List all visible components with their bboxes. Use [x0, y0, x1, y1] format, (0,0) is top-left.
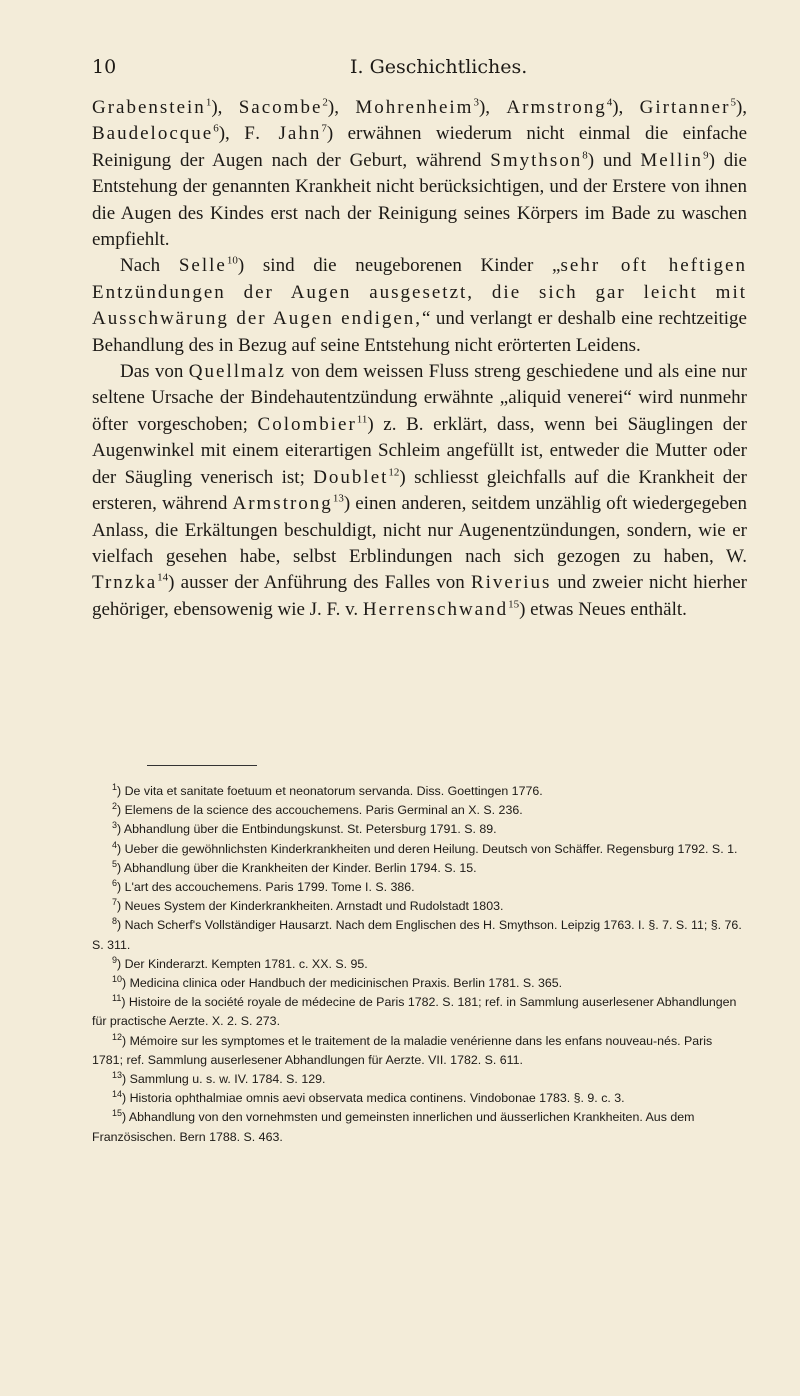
page-header: [92, 56, 742, 86]
footnote-number: 10: [112, 973, 123, 984]
text-run: ) ausser der Anführung des Falles von: [168, 572, 471, 594]
footnote-text: De vita et sanitate foetuum et neonatorum servanda. Diss. Goettingen 1776.: [124, 784, 543, 798]
footnote: $^{15}$) Abhandlung von den vornehmsten und gemeinsten innerlichen und äusserlichen Krankheiten. Aus dem Französischen. Bern 1788. S. 463.: [92, 1108, 695, 1144]
paragraph: [92, 95, 747, 253]
footnote-number: 12: [112, 1031, 123, 1042]
text-run: ),: [735, 97, 748, 118]
spaced-name: Herrenschwand: [362, 598, 509, 620]
footnote-ref: 2: [322, 96, 328, 109]
spaced-name: Baudelocque: [92, 123, 214, 145]
footnote-text: L'art des accouchemens. Paris 1799. Tome I. S. 386.: [124, 880, 415, 895]
spaced-name: sehr oft heftigen Entzündungen der Augen ausgesetzt, die sich gar leicht mit Ausschwärung der Augen endigen,: [92, 255, 747, 330]
footnote-ref: 1: [205, 96, 212, 109]
spaced-name: Smythson: [490, 149, 583, 171]
footnote-text: Histoire de la société royale de médecine de Paris 1782. S. 181; ref. in Sammlung auserlesener Abhandlungen für practische Aerzte. X. 2. S. 273.: [92, 995, 737, 1029]
spaced-name: Armstrong: [232, 493, 333, 515]
footnote: $^7$) Neues System der Kinderkrankheiten. Arnstadt und Rudolstadt 1803.: [112, 897, 504, 914]
text-run: Nach: [120, 255, 179, 277]
footnote-text: Mémoire sur les symptomes et le traitement de la maladie venérienne dans les enfans nouveau-nés. Paris 1781; ref. Sammlung auserlesener Abhandlungen für Aerzte. VII. 1782. S. 611.: [92, 1033, 713, 1067]
text-run: “ und verlangt er deshalb eine rechtzeitige Behandlung des in Bezug auf seine Entstehung nicht erörterten Leidens.: [92, 308, 747, 356]
footnote-ref: 3: [473, 96, 479, 109]
footnote: $^{12}$) Mémoire sur les symptomes et le traitement de la maladie venérienne dans les enfans nouveau-nés. Paris 1781; ref. Sammlung auserlesener Abhandlungen für Aerzte. VII. 1782. S. 611.: [92, 1031, 713, 1067]
text-run: ) die Entstehung der genannten Krankheit nicht berücksichtigen, und der Erstere von ihnen die Augen des Kindes erst nach der Reinigung seines Körpers im Bade zu waschen empfiehlt.: [92, 149, 747, 251]
text-run: ),: [612, 97, 640, 118]
footnote-text: Abhandlung von den vornehmsten und gemeinsten innerlichen und äusserlichen Krankheiten. Aus dem Französischen. Bern 1788. S. 463.: [92, 1110, 695, 1144]
footnote-text: Der Kinderarzt. Kempten 1781. c. XX. S. 95.: [124, 956, 368, 971]
footnote-text: Abhandlung über die Krankheiten der Kinder. Berlin 1794. S. 15.: [123, 860, 477, 875]
footnote-ref: 15: [508, 598, 520, 611]
footnote-text: Medicina clinica oder Handbuch der medicinischen Praxis. Berlin 1781. S. 365.: [129, 976, 563, 991]
footnote: $^1$) De vita et sanitate foetuum et neonatorum servanda. Diss. Goettingen 1776.: [112, 781, 543, 798]
footnote-number: 6: [112, 877, 118, 888]
text-run: und zweier nicht hierher gehöriger, ebensowenig wie J. F. v.: [92, 572, 747, 620]
footnote: $^{10}$) Medicina clinica oder Handbuch der medicinischen Praxis. Berlin 1781. S. 365.: [112, 973, 563, 991]
footnote-ref: 11: [356, 413, 368, 426]
text-run: ) erwähnen wiederum nicht einmal die einfache Reinigung der Augen nach der Geburt, während: [92, 123, 748, 171]
footnote-number: 3: [112, 820, 118, 831]
text-run: ) z. B. erklärt, dass, wenn bei Säuglingen der Augenwinkel mit einem eiterartigen Schleim angefüllt ist, entweder die Mutter oder der Säugling venerisch ist;: [92, 413, 747, 488]
footnote-text: Sammlung u. s. w. IV. 1784. S. 129.: [129, 1072, 326, 1087]
footnote-number: 14: [112, 1089, 123, 1100]
footnote-number: 2: [112, 801, 118, 812]
footnote: $^9$) Der Kinderarzt. Kempten 1781. c. XX. S. 95.: [112, 954, 368, 971]
footnote-ref: 4: [606, 96, 613, 109]
running-head: I. Geschichtliches.: [350, 56, 528, 78]
text-run: ),: [478, 97, 507, 118]
text-run: Das von: [120, 361, 189, 383]
spaced-name: Riverius: [470, 572, 552, 594]
text-run: von dem weissen Fluss streng geschiedene und als eine nur seltene Ursache der Bindehautentzündung erwähnte „aliquid venerei“ wird nunmehr öfter vorgeschoben;: [92, 361, 747, 435]
spaced-name: Doublet: [313, 466, 389, 488]
footnote-divider: [147, 765, 257, 766]
spaced-name: Armstrong: [506, 97, 607, 118]
footnote-text: Abhandlung über die Entbindungskunst. St. Petersburg 1791. S. 89.: [123, 822, 497, 837]
footnote-ref: 6: [213, 123, 219, 136]
footnote-text: Neues System der Kinderkrankheiten. Arnstadt und Rudolstadt 1803.: [124, 899, 504, 914]
footnote-number: 7: [112, 897, 118, 908]
footnote: $^4$) Ueber die gewöhnlichsten Kinderkrankheiten und deren Heilung. Deutsch von Schäffer. Regensburg 1792. S. 1.: [112, 839, 738, 856]
footnote: $^3$) Abhandlung über die Entbindungskunst. St. Petersburg 1791. S. 89.: [112, 820, 497, 837]
footnote-number: 13: [112, 1069, 123, 1080]
footnote-number: 15: [112, 1108, 123, 1119]
spaced-name: Mellin: [640, 149, 704, 171]
spaced-name: Trnzka: [92, 572, 158, 594]
footnote-ref: 12: [388, 466, 400, 479]
spaced-name: Girtanner: [639, 97, 731, 118]
footnote-ref: 5: [730, 96, 736, 109]
spaced-name: Mohrenheim: [355, 97, 474, 118]
footnote: $^{11}$) Histoire de la société royale de médecine de Paris 1782. S. 181; ref. in Sammlung auserlesener Abhandlungen für practische Aerzte. X. 2. S. 273.: [92, 993, 737, 1029]
footnote-ref: 14: [157, 571, 169, 584]
spaced-name: Selle: [178, 255, 227, 277]
footnote: $^2$) Elemens de la science des accouchemens. Paris Germinal an X. S. 236.: [112, 801, 523, 818]
footnote-number: 8: [112, 916, 118, 927]
text-run: ),: [218, 123, 245, 145]
footnote-text: Nach Scherf's Vollständiger Hausarzt. Nach dem Englischen des H. Smythson. Leipzig 1763. I. §. 7. S. 11; §. 76. S. 311.: [92, 918, 742, 952]
footnote-number: 9: [112, 954, 118, 965]
footnote-number: 4: [112, 839, 118, 850]
footnote: $^8$) Nach Scherf's Vollständiger Hausarzt. Nach dem Englischen des H. Smythson. Leipzig 1763. I. §. 7. S. 11; §. 76. S. 311.: [92, 916, 742, 952]
main-text: [92, 95, 747, 623]
spaced-name: Colombier: [257, 413, 357, 435]
footnote-ref: 7: [321, 123, 327, 136]
footnote-ref: 13: [332, 492, 344, 505]
footnote: $^5$) Abhandlung über die Krankheiten der Kinder. Berlin 1794. S. 15.: [112, 858, 477, 875]
footnote: $^{14}$) Historia ophthalmiae omnis aevi observata medica continens. Vindobonae 1783. §. 9. c. 3.: [112, 1089, 625, 1106]
text-run: ) etwas Neues enthält.: [519, 598, 687, 620]
footnote-text: Elemens de la science des accouchemens. Paris Germinal an X. S. 236.: [124, 803, 523, 818]
text-run: ) sind die neugeborenen Kinder „: [237, 255, 561, 277]
footnote-text: Historia ophthalmiae omnis aevi observata medica continens. Vindobonae 1783. §. 9. c. 3.: [129, 1091, 625, 1106]
footnote-number: 5: [112, 858, 118, 869]
footnote-ref: 9: [703, 149, 709, 162]
spaced-name: Sacombe: [238, 97, 323, 118]
spaced-name: Quellmalz: [188, 361, 286, 383]
text-run: ) einen anderen, seitdem unzählig oft wiedergegeben Anlass, die Erkältungen beschuldigt, nicht nur Augenentzündungen, sondern, wie er vielfach gesehen habe, selbst Erblindungen nach sich gezogen zu haben, W.: [92, 493, 747, 567]
footnote-ref: 8: [582, 149, 588, 162]
text-run: ),: [211, 97, 239, 118]
footnotes: [92, 782, 742, 1147]
paragraph: [92, 359, 747, 623]
text-run: ) schliesst gleichfalls auf die Krankheit der ersteren, während: [92, 466, 747, 515]
spaced-name: Grabenstein: [92, 97, 206, 118]
footnote: $^6$) L'art des accouchemens. Paris 1799. Tome I. S. 386.: [112, 877, 415, 895]
page-number: 10: [92, 56, 117, 78]
footnote-number: 11: [112, 993, 122, 1004]
spaced-name: F. Jahn: [244, 123, 322, 145]
footnote-number: 1: [112, 781, 118, 792]
paragraph: [92, 253, 747, 359]
text-run: ) und: [587, 149, 641, 171]
footnote-text: Ueber die gewöhnlichsten Kinderkrankheiten und deren Heilung. Deutsch von Schäffer. Regensburg 1792. S. 1.: [124, 841, 738, 856]
text-run: ),: [327, 97, 356, 118]
footnote: $^{13}$) Sammlung u. s. w. IV. 1784. S. 129.: [112, 1069, 326, 1087]
footnote-ref: 10: [226, 255, 238, 268]
